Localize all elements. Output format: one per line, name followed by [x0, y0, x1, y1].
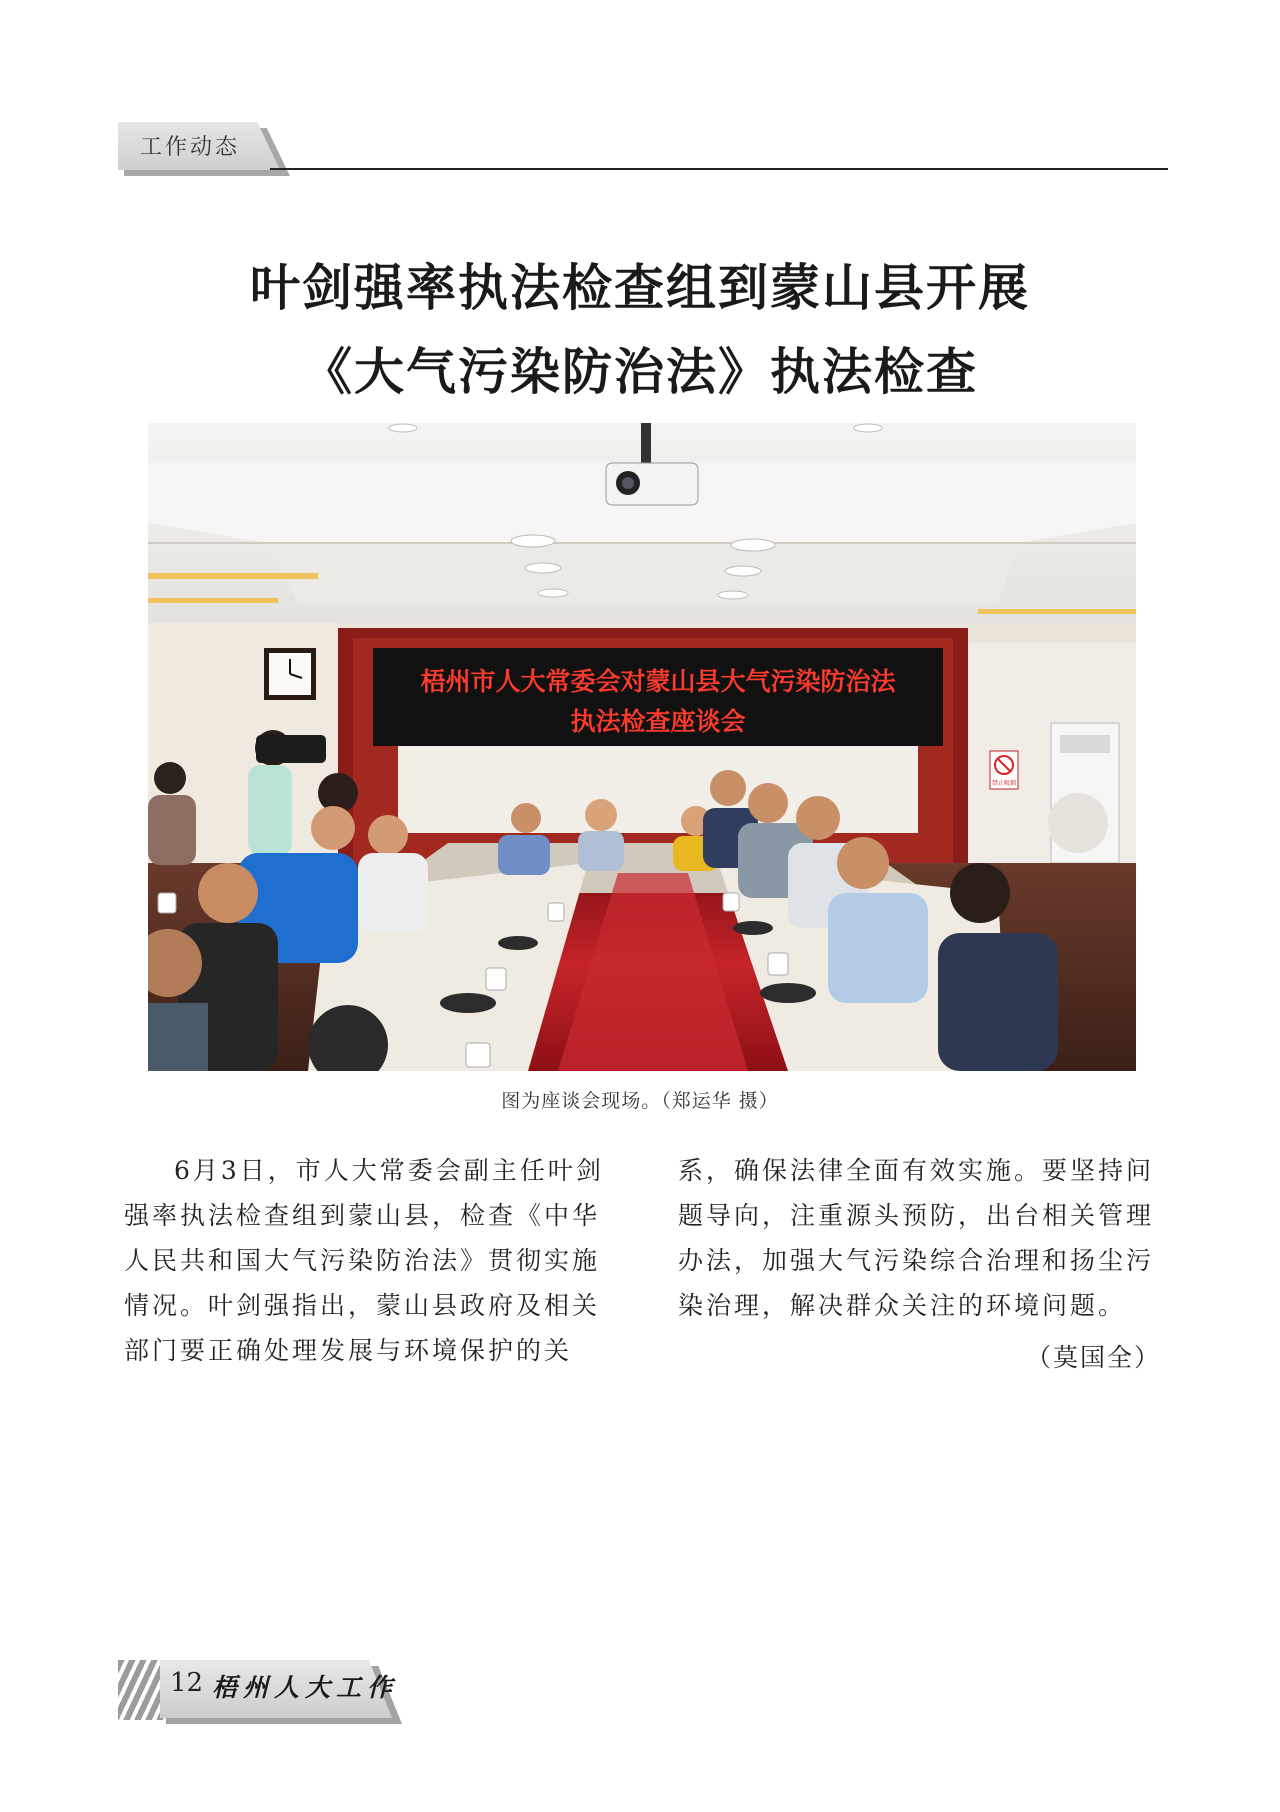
body-line: 部门要正确处理发展与环境保护的关 [124, 1336, 573, 1365]
no-smoking-sign: 禁止吸烟 [991, 780, 1017, 787]
body-line: 办法，加强大气污染综合治理和扬尘污 [678, 1246, 1155, 1275]
body-line: 染治理，解决群众关注的环境问题。 [678, 1291, 1127, 1320]
meeting-photo [148, 423, 1136, 1071]
article-body-right [678, 1148, 1162, 1328]
body-line: 6月3日，市人大常委会副主任叶剑 [174, 1156, 604, 1185]
photo-caption: 图为座谈会现场。（郑运华 摄） [501, 1090, 779, 1112]
page-number: 12 [170, 1668, 204, 1698]
article-body-left [124, 1148, 608, 1373]
section-label: 工作动态 [140, 135, 241, 160]
body-line: 情况。叶剑强指出，蒙山县政府及相关 [124, 1291, 601, 1320]
body-line: 强率执法检查组到蒙山县，检查《中华 [124, 1201, 601, 1230]
magazine-name: 梧州人大工作 [212, 1673, 399, 1702]
body-line: 系，确保法律全面有效实施。要坚持问 [678, 1156, 1155, 1185]
header-rule [270, 168, 1168, 170]
body-line: 题导向，注重源头预防，出台相关管理 [678, 1201, 1155, 1230]
body-line: 人民共和国大气污染防治法》贯彻实施 [124, 1246, 601, 1275]
article-title-line2: 《大气污染防治法》执法检查 [302, 343, 978, 401]
banner-line2: 执法检查座谈会 [570, 707, 746, 736]
banner-line1: 梧州市人大常委会对蒙山县大气污染防治法 [420, 667, 896, 696]
author-byline: （莫国全） [1026, 1343, 1162, 1372]
article-title-line1: 叶剑强率执法检查组到蒙山县开展 [250, 259, 1030, 317]
